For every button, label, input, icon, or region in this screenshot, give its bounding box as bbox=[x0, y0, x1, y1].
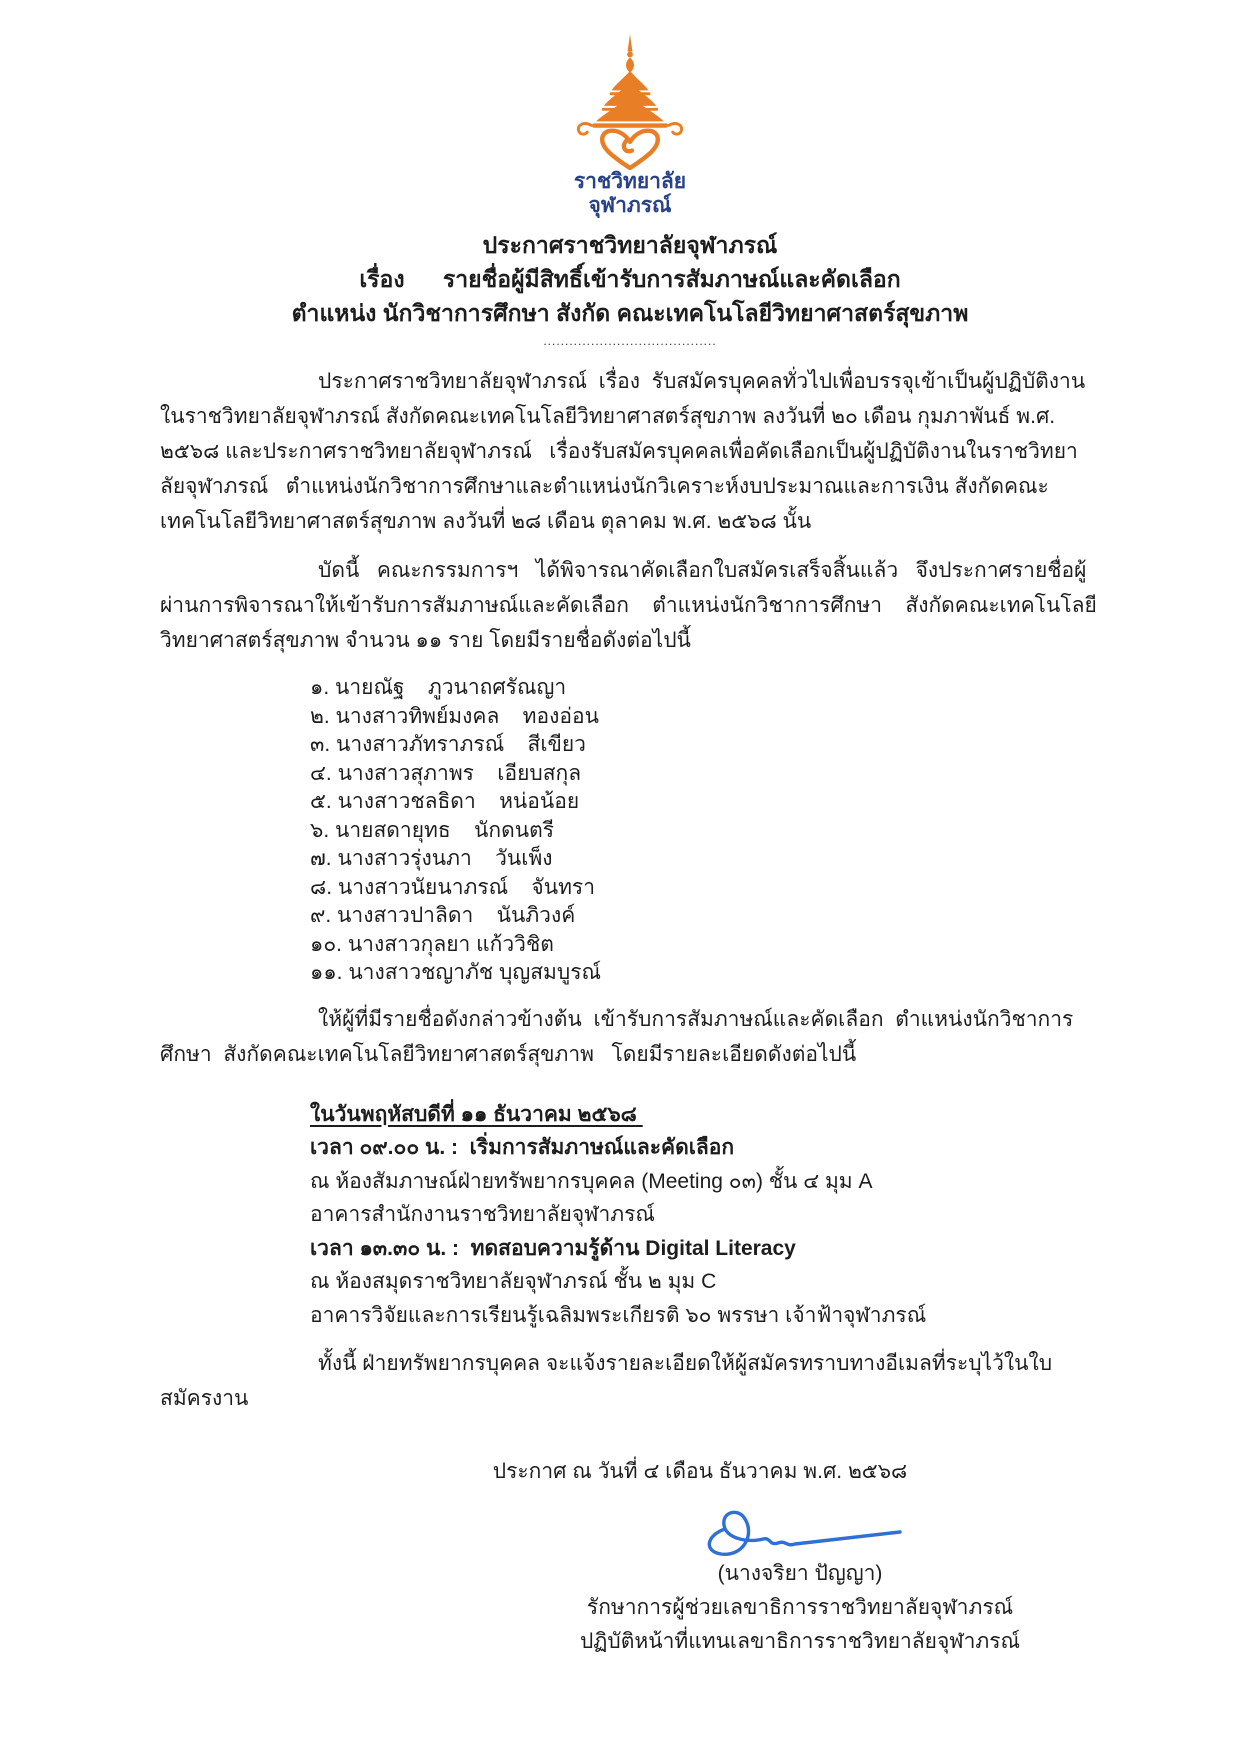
paragraph-background: ประกาศราชวิทยาลัยจุฬาภรณ์ เรื่อง รับสมัครบุคคลทั่วไปเพื่อบรรจุเข้าเป็นผู้ปฏิบัติงานในราชวิทยาลัยจุฬาภรณ์ สังกัดคณะเทคโนโลยีวิทยาศาสตร์สุขภาพ ลงวันที่ ๒๐ เดือน กุมภาพันธ์ พ.ศ. ๒๕๖๘ และประกาศราชวิทยาลัยจุฬาภรณ์ เรื่องรับสมัครบุคคลเพื่อคัดเลือกเป็นผู้ปฏิบัติงานในราชวิทยาลัยจุฬาภรณ์ ตำแหน่งนักวิชาการศึกษาและตำแหน่งนักวิเคราะห์งบประมาณและการเงิน สังกัดคณะเทคโนโลยีวิทยาศาสตร์สุขภาพ ลงวันที่ ๒๘ เดือน ตุลาคม พ.ศ. ๒๕๖๘ นั้น bbox=[160, 370, 1086, 533]
candidate-item-10: ๑๐. นางสาวกุลยา แก้ววิชิต bbox=[310, 932, 554, 956]
paragraph-email-notice: ทั้งนี้ ฝ่ายทรัพยากรบุคคล จะแจ้งรายละเอียดให้ผู้สมัครทราบทางอีเมลที่ระบุไว้ในใบสมัครงาน bbox=[160, 1352, 1053, 1410]
candidate-item-8: ๘. นางสาวนัยนาภรณ์ จันทรา bbox=[310, 875, 595, 899]
logo-text-line2: จุฬาภรณ์ bbox=[588, 194, 672, 217]
schedule-interview-room: ณ ห้องสัมภาษณ์ฝ่ายทรัพยากรบุคคล (Meeting ๐๓) ชั้น ๔ มุม A bbox=[310, 1169, 873, 1193]
schedule-date-heading: ในวันพฤหัสบดีที่ ๑๑ ธันวาคม ๒๕๖๘ bbox=[310, 1102, 643, 1126]
candidate-item-11: ๑๑. นางสาวชญาภัช บุญสมบูรณ์ bbox=[310, 961, 601, 984]
schedule-test-building: อาคารวิจัยและการเรียนรู้เฉลิมพระเกียรติ ๖๐ พรรษา เจ้าฟ้าจุฬาภรณ์ bbox=[310, 1303, 927, 1327]
title-line1: ประกาศราชวิทยาลัยจุฬาภรณ์ bbox=[482, 232, 778, 258]
announcement-date-line: ประกาศ ณ วันที่ ๔ เดือน ธันวาคม พ.ศ. ๒๕๖๘ bbox=[492, 1460, 908, 1483]
schedule-test-room: ณ ห้องสมุดราชวิทยาลัยจุฬาภรณ์ ชั้น ๒ มุม C bbox=[310, 1270, 717, 1293]
schedule-time-interview: เวลา ๐๙.๐๐ น. : เริ่มการสัมภาษณ์และคัดเลือก bbox=[310, 1136, 735, 1159]
candidate-item-6: ๖. นายสดายุทธ นักดนตรี bbox=[310, 818, 554, 842]
schedule-interview-building: อาคารสำนักงานราชวิทยาลัยจุฬาภรณ์ bbox=[310, 1203, 655, 1226]
signatory-name: (นางจริยา ปัญญา) bbox=[717, 1562, 883, 1585]
announcement-title bbox=[160, 228, 1100, 350]
interview-schedule bbox=[310, 1098, 1100, 1333]
logo-text-line1: ราชวิทยาลัย bbox=[573, 170, 687, 193]
dotted-separator: ........................................ bbox=[543, 334, 717, 348]
candidate-list bbox=[310, 674, 1100, 988]
royal-crown-monogram-icon bbox=[571, 34, 689, 170]
candidate-item-5: ๕. นางสาวชลธิดา หน่อน้อย bbox=[310, 790, 580, 813]
handwritten-signature-ink bbox=[695, 1495, 905, 1557]
schedule-time-test: เวลา ๑๓.๓๐ น. : ทดสอบความรู้ด้าน Digital Literacy bbox=[310, 1236, 796, 1260]
signature-block bbox=[490, 1495, 1110, 1659]
candidate-item-9: ๙. นางสาวปาลิดา นันภิวงค์ bbox=[310, 904, 576, 927]
candidate-item-2: ๒. นางสาวทิพย์มงคล ทองอ่อน bbox=[310, 704, 599, 728]
signatory-title1: รักษาการผู้ช่วยเลขาธิการราชวิทยาลัยจุฬาภรณ์ bbox=[586, 1596, 1014, 1619]
organization-logo bbox=[160, 34, 1100, 218]
signatory-title2: ปฏิบัติหน้าที่แทนเลขาธิการราชวิทยาลัยจุฬาภรณ์ bbox=[579, 1630, 1021, 1653]
candidate-item-3: ๓. นางสาวภัทราภรณ์ สีเขียว bbox=[310, 733, 586, 756]
title-line3: ตำแหน่ง นักวิชาการศึกษา สังกัด คณะเทคโนโลยีวิทยาศาสตร์สุขภาพ bbox=[291, 300, 969, 326]
paragraph-result-announcement: บัดนี้ คณะกรรมการฯ ได้พิจารณาคัดเลือกใบสมัครเสร็จสิ้นแล้ว จึงประกาศรายชื่อผู้ผ่านการพิจารณาให้เข้ารับการสัมภาษณ์และคัดเลือก ตำแหน่งนักวิชาการศึกษา สังกัดคณะเทคโนโลยีวิทยาศาสตร์สุขภาพ จำนวน ๑๑ ราย โดยมีรายชื่อดังต่อไปนี้ bbox=[160, 559, 1097, 652]
candidate-item-1: ๑. นายณัฐ ภูวนาถศรัณญา bbox=[310, 676, 567, 699]
paragraph-instruction: ให้ผู้ที่มีรายชื่อดังกล่าวข้างต้น เข้ารับการสัมภาษณ์และคัดเลือก ตำแหน่งนักวิชาการศึกษา สังกัดคณะเทคโนโลยีวิทยาศาสตร์สุขภาพ โดยมีรายละเอียดดังต่อไปนี้ bbox=[160, 1007, 1074, 1066]
candidate-item-4: ๔. นางสาวสุภาพร เอียบสกุล bbox=[310, 761, 582, 785]
candidate-item-7: ๗. นางสาวรุ่งนภา วันเพ็ง bbox=[310, 847, 553, 870]
title-line2: เรื่อง รายชื่อผู้มีสิทธิ์เข้ารับการสัมภาษณ์และคัดเลือก bbox=[359, 266, 901, 292]
